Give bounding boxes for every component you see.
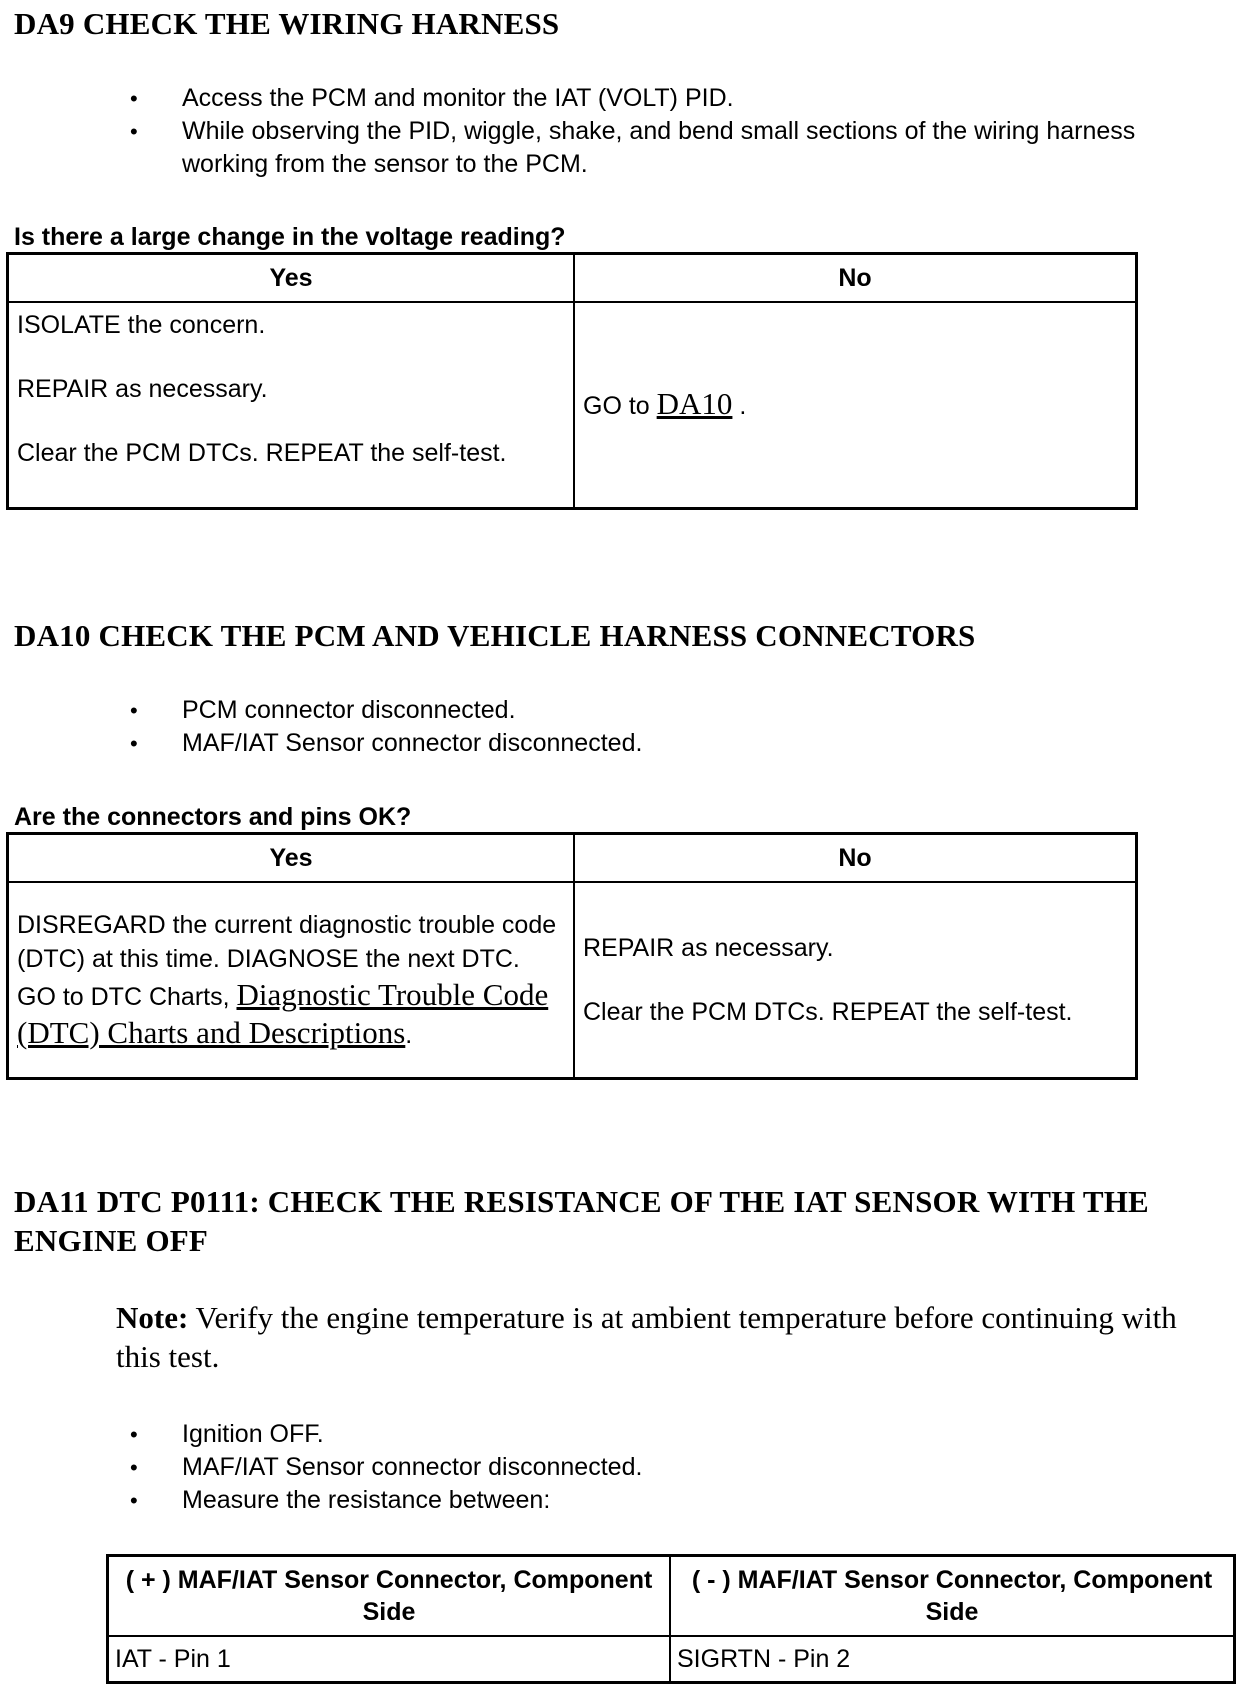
da10-no-line: REPAIR as necessary. <box>583 933 834 962</box>
list-item: • Access the PCM and monitor the IAT (VOLT) PID. <box>0 82 1142 115</box>
positive-pin-cell: IAT - Pin 1 <box>108 1636 671 1683</box>
da9-bullet-list <box>0 82 1142 181</box>
list-item: • Measure the resistance between: <box>0 1484 1142 1517</box>
positive-header: ( + ) MAF/IAT Sensor Connector, Component Side <box>108 1556 671 1637</box>
da9-result-table <box>6 252 1138 510</box>
list-item: • MAF/IAT Sensor connector disconnected. <box>0 1451 1142 1484</box>
dtc-charts-link[interactable]: Diagnostic Trouble Code (DTC) Charts and Descriptions <box>17 976 549 1050</box>
da10-yes-cell <box>8 882 575 1078</box>
list-item: • While observing the PID, wiggle, shake, and bend small sections of the wiring harness working from the sensor to the PCM. <box>0 115 1142 181</box>
da10-question: Are the connectors and pins OK? <box>14 803 412 831</box>
yes-column-header: Yes <box>8 834 575 883</box>
note-text: Verify the engine temperature is at ambient temperature before continuing with this test. <box>116 1300 1177 1374</box>
da9-heading: DA9 CHECK THE WIRING HARNESS <box>14 6 560 41</box>
note-label: Note: <box>116 1300 189 1335</box>
da9-no-suffix: . <box>732 391 747 420</box>
da10-no-line: Clear the PCM DTCs. REPEAT the self-test. <box>583 997 1073 1026</box>
no-column-header: No <box>574 254 1137 303</box>
negative-pin-cell: SIGRTN - Pin 2 <box>670 1636 1235 1683</box>
da11-note <box>116 1298 1226 1376</box>
da9-question: Is there a large change in the voltage reading? <box>14 223 566 251</box>
no-column-header: No <box>574 834 1137 883</box>
da9-no-cell <box>574 302 1137 508</box>
da10-link[interactable]: DA10 <box>656 385 733 421</box>
da10-yes-suffix: . <box>405 1020 413 1049</box>
da9-yes-cell <box>8 302 575 508</box>
resistance-table <box>106 1554 1236 1684</box>
da9-no-prefix: GO to <box>583 391 657 420</box>
da11-bullet-list <box>0 1418 1142 1517</box>
da10-bullet-list <box>0 694 1142 760</box>
da10-heading: DA10 CHECK THE PCM AND VEHICLE HARNESS CONNECTORS <box>14 618 976 653</box>
da10-result-table <box>6 832 1138 1080</box>
da9-yes-line: Clear the PCM DTCs. REPEAT the self-test. <box>17 439 507 467</box>
da10-no-cell <box>574 882 1137 1078</box>
da11-heading: DA11 DTC P0111: CHECK THE RESISTANCE OF THE IAT SENSOR WITH THE ENGINE OFF <box>14 1184 1149 1258</box>
list-item: • Ignition OFF. <box>0 1418 1142 1451</box>
negative-header: ( - ) MAF/IAT Sensor Connector, Component Side <box>670 1556 1235 1637</box>
list-item: • MAF/IAT Sensor connector disconnected. <box>0 727 1142 760</box>
da10-yes-text: DISREGARD the current diagnostic trouble code (DTC) at this time. DIAGNOSE the next DTC. GO to DTC Charts, <box>17 910 557 1011</box>
yes-column-header: Yes <box>8 254 575 303</box>
da9-yes-line: ISOLATE the concern. <box>17 311 266 339</box>
da9-yes-line: REPAIR as necessary. <box>17 375 268 403</box>
list-item: • PCM connector disconnected. <box>0 694 1142 727</box>
